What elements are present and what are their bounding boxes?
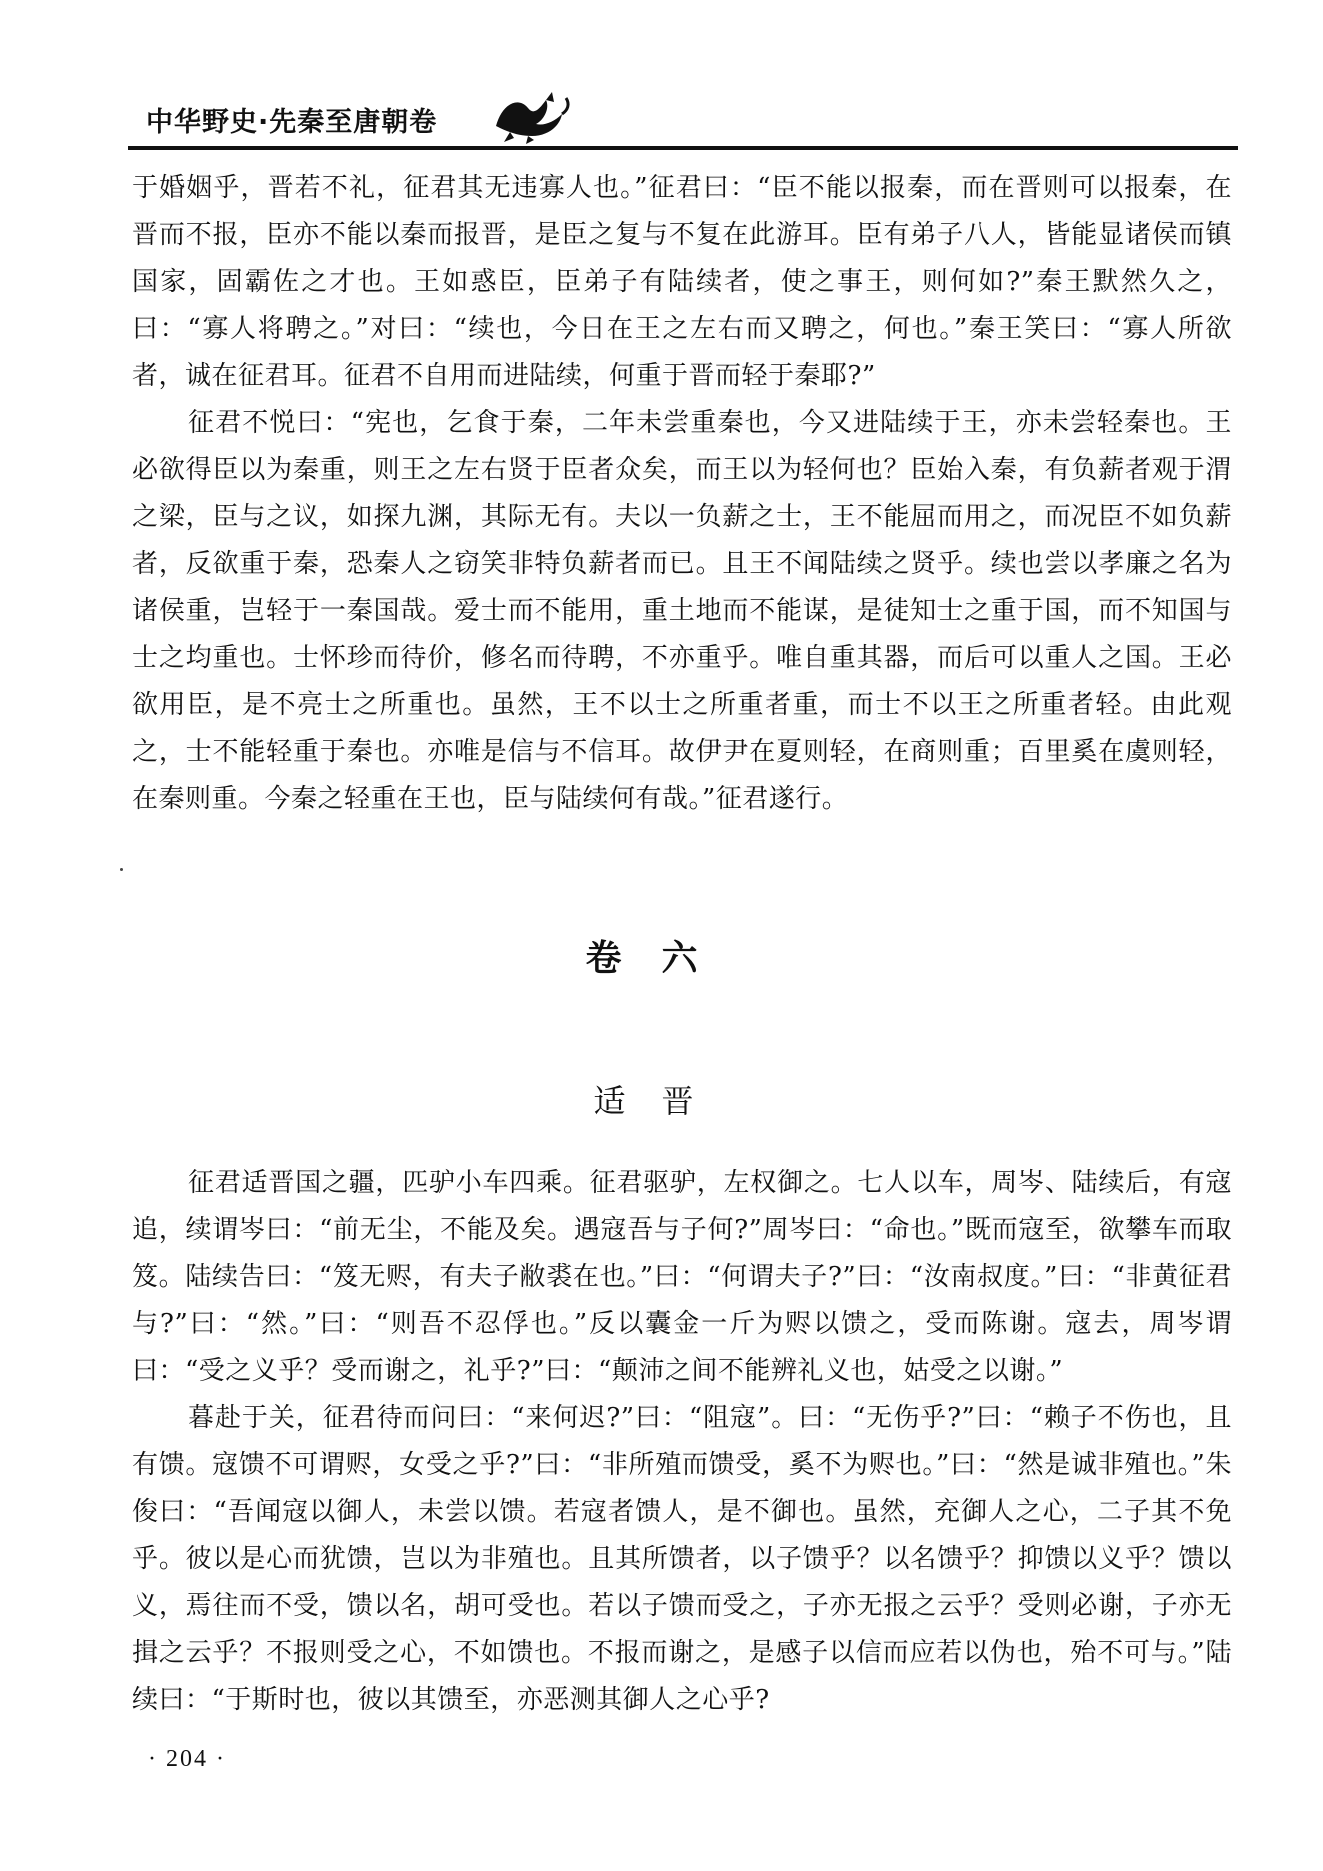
book-title: 中华野史·先秦至唐朝卷 (146, 107, 438, 138)
paragraph: 征君不悦曰：“宪也，乞食于秦，二年未尝重秦也，今又进陆续于王，亦未尝轻秦也。王必欲得臣以为秦重，则王之左右贤于臣者众矣，而王以为轻何也？臣始入秦，有负薪者观于渭之梁，臣与之议，如探九渊，其际无有。夫以一负薪之士，王不能屈而用之，而况臣不如负薪者，反欲重于秦，恐秦人之窃笑非特负薪者而已。且王不闻陆续之贤乎。续也尝以孝廉之名为诸侯重，岂轻于一秦国哉。爱士而不能用，重土地而不能谋，是徒知士之重于国，而不知国与士之均重也。士怀珍而待价，修名而待聘，不亦重乎。唯自重其器，而后可以重人之国。王必欲用臣，是不亮士之所重也。虽然，王不以士之所重者重，而士不以王之所重者轻。由此观之，士不能轻重于秦也。亦唯是信与不信耳。故伊尹在夏则轻，在商则重；百里奚在虞则轻，在秦则重。今秦之轻重在王也，臣与陆续何有哉。”征君遂行。 (132, 408, 1232, 814)
page-number: · 204 · (148, 1746, 226, 1772)
header-rule (128, 146, 1238, 150)
scan-speck (120, 868, 123, 871)
paragraph: 于婚姻乎，晋若不礼，征君其无违寡人也。”征君曰：“臣不能以报秦，而在晋则可以报秦，在晋而不报，臣亦不能以秦而报晋，是臣之复与不复在此游耳。臣有弟子八人，皆能显诸侯而镇国家，固霸佐之才也。王如惑臣，臣弟子有陆续者，使之事王，则何如?”秦王默然久之，曰：“寡人将聘之。”对曰：“续也，今日在王之左右而又聘之，何也。”秦王笑曰：“寡人所欲者，诚在征君耳。征君不自用而进陆续，何重于晋而轻于秦耶?” (132, 173, 1232, 391)
paragraph: 征君适晋国之疆，匹驴小车四乘。征君驱驴，左权御之。七人以车，周岑、陆续后，有寇追，续谓岑曰：“前无尘，不能及矣。遇寇吾与子何?”周岑曰：“命也。”既而寇至，欲攀车而取笈。陆续告曰：“笈无赆，有夫子敝裘在也。”曰：“何谓夫子?”曰：“汝南叔度。”曰：“非黄征君与?”曰：“然。”曰：“则吾不忍俘也。”反以囊金一斤为赆以馈之，受而陈谢。寇去，周岑谓曰：“受之义乎？受而谢之，礼乎?”曰：“颠沛之间不能辨礼义也，姑受之以谢。” (132, 1168, 1232, 1386)
volume-title: 卷六 (585, 938, 738, 979)
dragon-emblem-icon (488, 86, 572, 146)
body-text-bottom (132, 1160, 1232, 1724)
chapter-title: 适晋 (593, 1082, 730, 1120)
body-text-top (132, 165, 1232, 823)
running-header (128, 92, 1238, 152)
paragraph: 暮赴于关，征君待而问曰：“来何迟?”曰：“阻寇”。曰：“无伤乎?”曰：“赖子不伤也，且有馈。寇馈不可谓赆，女受之乎?”曰：“非所殖而馈受，奚不为赆也。”曰：“然是诚非殖也。”朱俊曰：“吾闻寇以御人，未尝以馈。若寇者馈人，是不御也。虽然，充御人之心，二子其不免乎。彼以是心而犹馈，岂以为非殖也。且其所馈者，以子馈乎？以名馈乎？抑馈以义乎？馈以义，焉往而不受，馈以名，胡可受也。若以子馈而受之，子亦无报之云乎？受则必谢，子亦无揖之云乎？不报则受之心，不如馈也。不报而谢之，是感子以信而应若以伪也，殆不可与。”陆续曰：“于斯时也，彼以其馈至，亦恶测其御人之心乎? (132, 1403, 1232, 1715)
